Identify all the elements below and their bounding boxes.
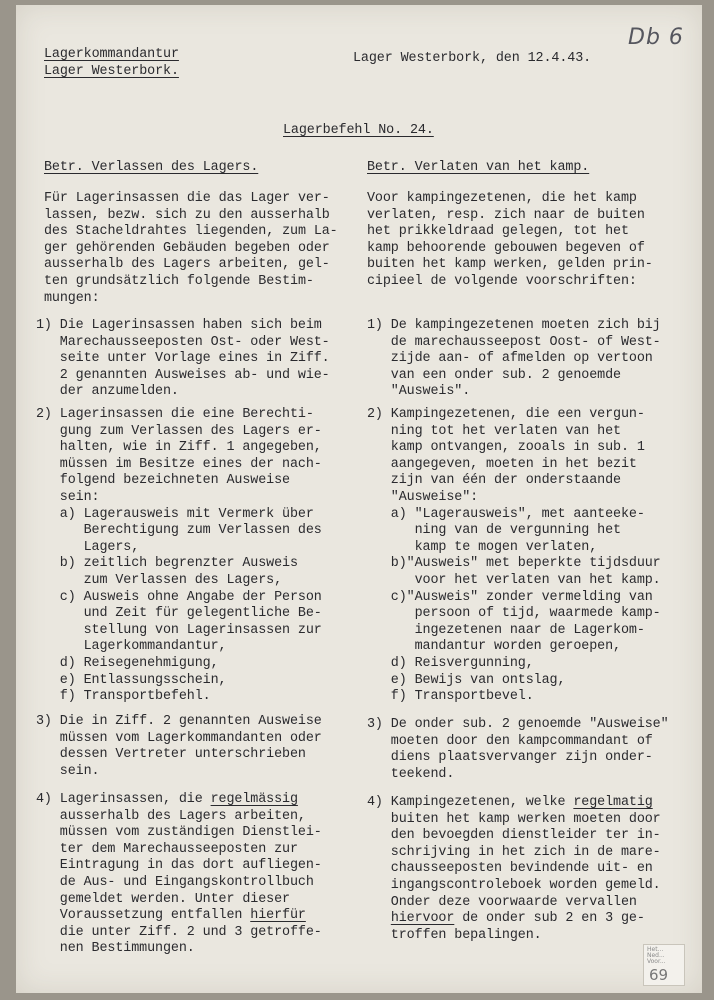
german-paragraph-3: 3) Die in Ziff. 2 genannten Ausweise müssen vom Lagerkommandanten oder dessen Vertreter unterschrieben sein. bbox=[36, 714, 322, 779]
archive-stamp-text: Het... Ned... Voor... bbox=[647, 946, 666, 965]
place-date: Lager Westerbork, den 12.4.43. bbox=[353, 51, 592, 66]
dutch-intro: Voor kampingezetenen, die het kamp verlaten, resp. zich naar de buiten het prikkeldraad gelegen, tot het kamp behoorende gebouwen begeven of buiten het kamp werken, gelden prin- cipieel de volgende voorschriften: bbox=[367, 191, 653, 289]
office-line-1: Lagerkommandantur bbox=[44, 47, 179, 62]
archive-stamp bbox=[643, 944, 685, 986]
german-paragraph-4: 4) Lagerinsassen, die regelmässig ausserhalb des Lagers arbeiten, müssen vom zuständigen Dienstlei- ter dem Marechausseeposten zur Eintragung in das dort aufliegen- de Aus- und Eingangskontrollbuch gemeldet werden. Unter dieser Voraussetzung entfallen hierfür die unter Ziff. 2 und 3 getroffe- nen Bestimmungen. bbox=[36, 792, 322, 957]
document-title: Lagerbefehl No. 24. bbox=[283, 123, 434, 138]
archive-stamp-number: 69 bbox=[649, 966, 669, 984]
german-intro: Für Lagerinsassen die das Lager ver- lassen, bezw. sich zu den ausserhalb des Stacheldrahtes liegenden, zum La- ger gehörenden Gebäuden begeben oder ausserhalb des Lagers arbeiten, gel- ten grundsätzlich folgende Bestim- mungen: bbox=[44, 191, 338, 306]
dutch-subject: Betr. Verlaten van het kamp. bbox=[367, 160, 590, 175]
handwritten-archive-mark: Db 6 bbox=[628, 25, 684, 50]
dutch-paragraph-3: 3) De onder sub. 2 genoemde "Ausweise" moeten door den kampcommandant of diens plaatsvervanger zijn onder- teekend. bbox=[367, 717, 669, 782]
german-paragraph-1: 1) Die Lagerinsassen haben sich beim Marechausseeposten Ost- oder West- seite unter Vorlage eines in Ziff. 2 genannten Ausweises ab- und wie- der anzumelden. bbox=[36, 318, 330, 400]
german-subject: Betr. Verlassen des Lagers. bbox=[44, 160, 259, 175]
dutch-paragraph-4: 4) Kampingezetenen, welke regelmatig buiten het kamp werken moeten door den bevoegden dienstleider ter in- schrijving in het zich in de mare- chausseeposten bevindende uit- en ingangscontroleboek worden gemeld. Onder deze voorwaarde vervallen hiervoor de onder sub 2 en 3 ge- troffen bepalingen. bbox=[367, 795, 661, 943]
dutch-paragraph-1: 1) De kampingezetenen moeten zich bij de marechausseepost Oost- of West- zijde aan- of afmelden op vertoon van een onder sub. 2 genoemde "Ausweis". bbox=[367, 318, 661, 400]
german-paragraph-2: 2) Lagerinsassen die eine Berechti- gung zum Verlassen des Lagers er- halten, wie in Ziff. 1 angegeben, müssen im Besitze eines der nach- folgend bezeichneten Ausweise sein: a) Lagerausweis mit Vermerk über Berechtigung zum Verlassen des Lagers, b) zeitlich begrenzter Ausweis zum Verlassen des Lagers, c) Ausweis ohne Angabe der Person und Zeit für gelegentliche Be- stellung von Lagerinsassen zur Lagerkommandantur, d) Reisegenehmigung, e) Entlassungsschein, f) Transportbefehl. bbox=[36, 407, 322, 705]
office-line-2: Lager Westerbork. bbox=[44, 64, 179, 79]
dutch-paragraph-2: 2) Kampingezetenen, die een vergun- ning tot het verlaten van het kamp ontvangen, zooals in sub. 1 aangegeven, moeten in het bezit zijn van één der onderstaande "Ausweise": a) "Lagerausweis", met aanteeke- ning van de vergunning het kamp te mogen verlaten, b)"Ausweis" met beperkte tijdsduur voor het verlaten van het kamp. c)"Ausweis" zonder vermelding van persoon of tijd, waarmede kamp- ingezetenen naar de Lagerkom- mandantur worden geroepen, d) Reisvergunning, e) Bewijs van ontslag, f) Transportbevel. bbox=[367, 407, 661, 705]
